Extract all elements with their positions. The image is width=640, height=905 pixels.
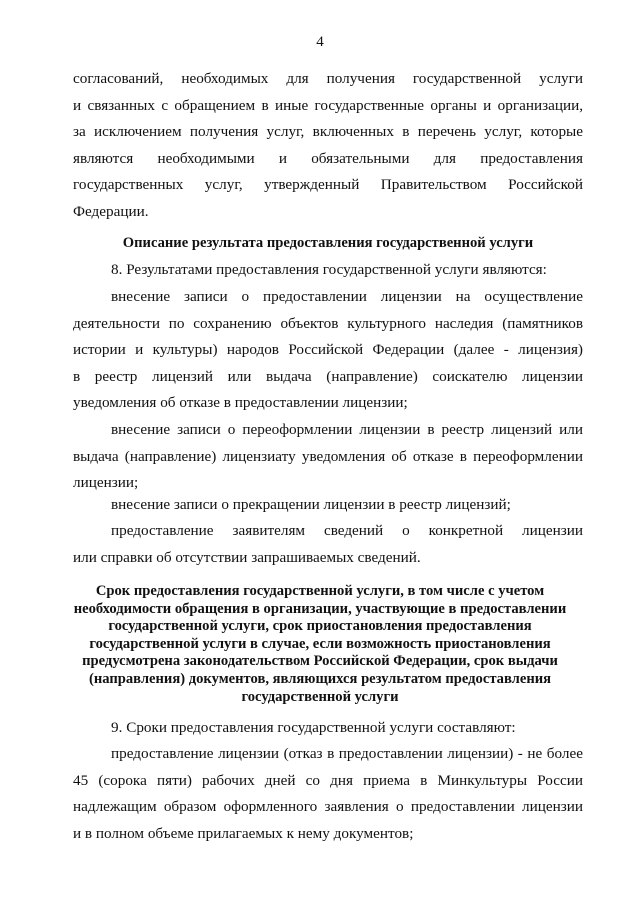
intro-paragraph	[73, 66, 583, 226]
text-line: внесение записи о прекращении лицензии в реестр лицензий;	[111, 496, 511, 513]
text-line: являются необходимыми и обязательными для предоставления	[73, 149, 583, 167]
text-line: уведомления об отказе в предоставлении лицензии;	[73, 394, 408, 412]
text-line: надлежащим образом оформленного заявления о предоставлении лицензии	[73, 798, 583, 816]
text-line: согласований, необходимых для получения государственной услуги	[73, 70, 583, 87]
heading-line: Срок предоставления государственной услуги, в том числе с учетом	[95, 583, 545, 599]
text-line: или справки об отсутствии запрашиваемых сведений.	[73, 548, 421, 566]
result-paragraph-2	[73, 417, 583, 497]
page-number: 4	[316, 34, 324, 50]
item-9-paragraph	[73, 715, 583, 742]
text-line: за исключением получения услуг, включенных в перечень услуг, которые	[73, 123, 583, 141]
term-paragraph-1	[73, 741, 583, 847]
text-line: государственных услуг, утвержденный Правительством Российской	[73, 176, 583, 194]
section-heading-result: Описание результата предоставления государственной услуги	[122, 235, 534, 251]
heading-line: государственной услуги	[241, 688, 399, 705]
text-line: лицензии;	[73, 474, 139, 492]
text-line: выдача (направление) лицензиату уведомления об отказе в переоформлении	[73, 447, 583, 465]
heading-line: государственной услуги в случае, если возможность приостановления	[89, 635, 551, 652]
item-8-paragraph	[73, 257, 583, 284]
text-line: и в полном объеме прилагаемых к нему документов;	[73, 824, 414, 842]
text-line: Федерации.	[73, 202, 149, 220]
text-line: предоставление лицензии (отказ в предоставлении лицензии) - не более	[111, 745, 583, 762]
text-line: истории и культуры) народов Российской Федерации (далее - лицензия)	[73, 341, 583, 359]
text-line: 8. Результатами предоставления государственной услуги являются:	[111, 261, 547, 278]
text-line: и связанных с обращением в иные государственные органы и организации,	[73, 96, 583, 114]
section-heading-terms	[60, 583, 580, 706]
text-line: в реестр лицензий или выдача (направление) соискателю лицензии	[73, 367, 583, 385]
text-line: 9. Сроки предоставления государственной услуги составляют:	[111, 719, 516, 736]
text-line: внесение записи о предоставлении лицензии на осуществление	[111, 288, 583, 305]
result-paragraph-3	[73, 492, 583, 519]
result-paragraph-4	[73, 518, 583, 571]
heading-line: предусмотрена законодательством Российской Федерации, срок выдачи	[82, 653, 558, 670]
result-paragraph-1	[73, 284, 583, 417]
text-line: внесение записи о переоформлении лицензии в реестр лицензий или	[111, 421, 583, 438]
heading-line: необходимости обращения в организации, участвующие в предоставлении	[73, 600, 567, 617]
heading-line: (направления) документов, являющихся результатом предоставления	[88, 670, 552, 687]
heading-line: государственной услуги, срок приостановления предоставления	[108, 618, 532, 635]
text-line: деятельности по сохранению объектов культурного наследия (памятников	[73, 314, 583, 332]
text-line: предоставление заявителям сведений о конкретной лицензии	[111, 522, 583, 539]
text-line: 45 (сорока пяти) рабочих дней со дня приема в Минкультуры России	[73, 771, 583, 789]
